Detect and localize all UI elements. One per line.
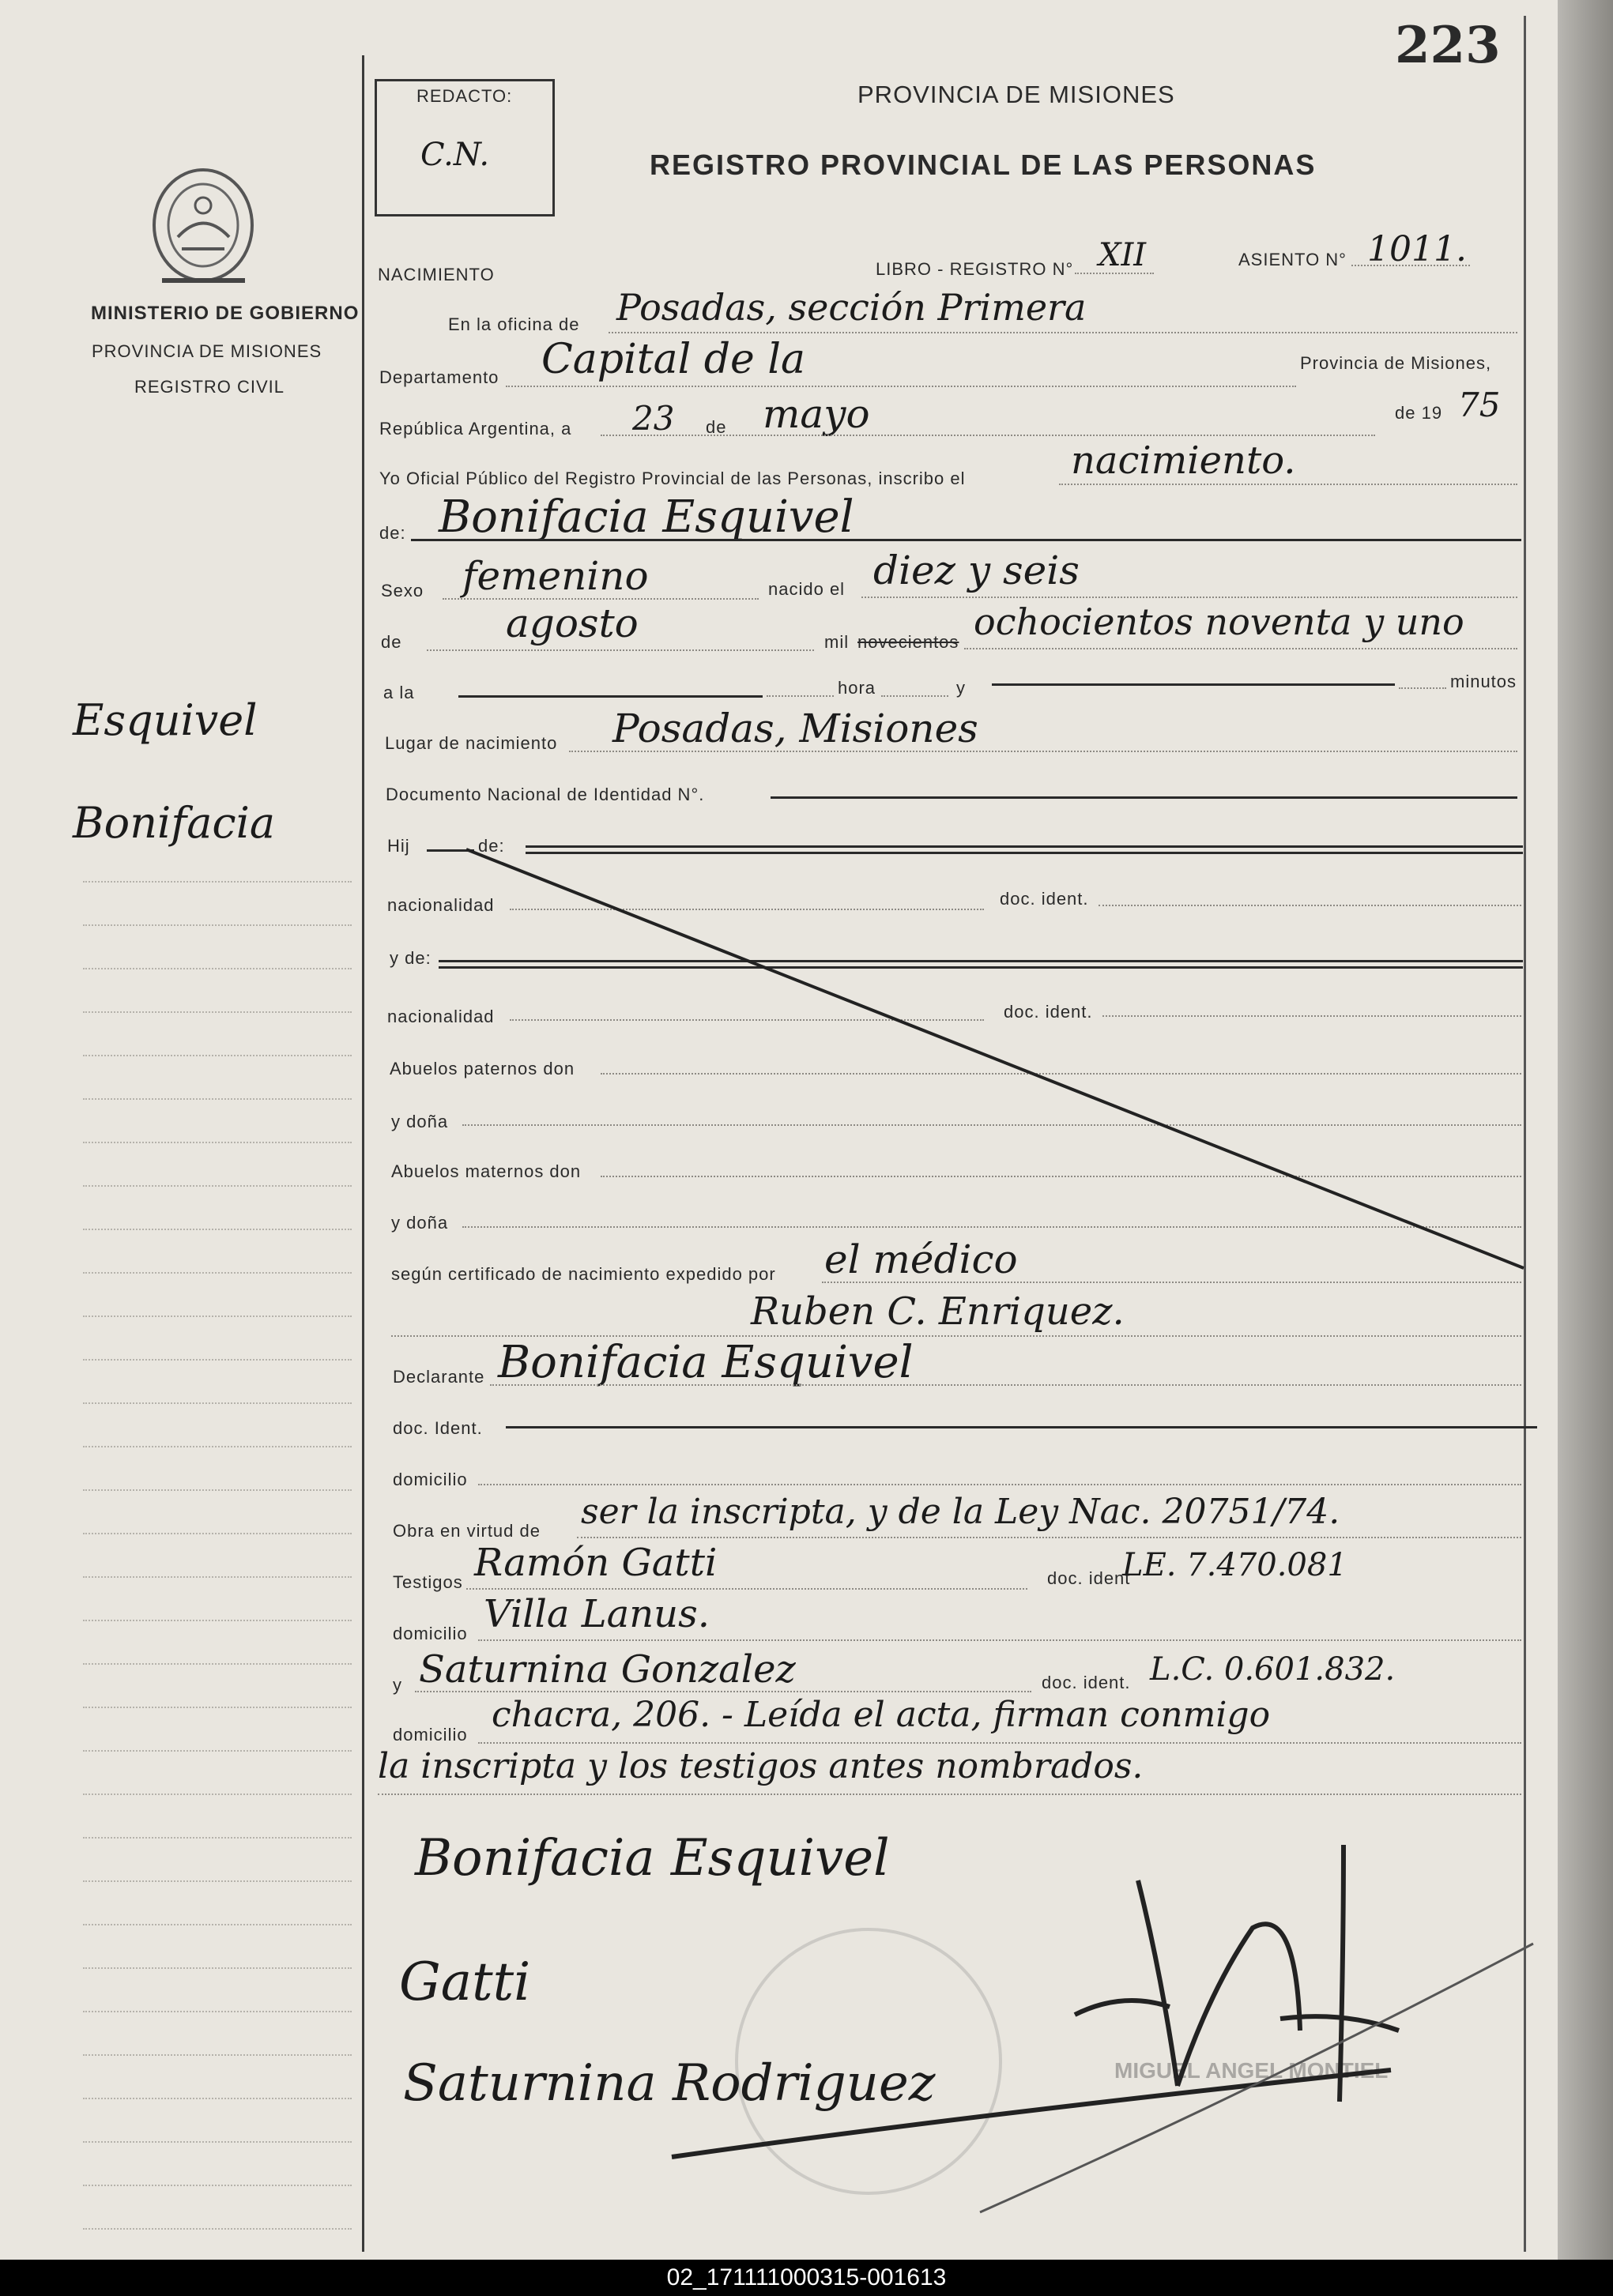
cancel-diagonal	[466, 849, 1524, 1268]
registry-title: REGISTRO PROVINCIAL DE LAS PERSONAS	[650, 149, 1317, 181]
nacido-value: diez y seis	[873, 548, 1080, 593]
ydona1-label: y doña	[391, 1112, 449, 1131]
de-label: de	[706, 417, 727, 437]
domicilio3-label: domicilio	[393, 1725, 468, 1745]
persona-value: Bonifacia Esquivel	[439, 491, 854, 543]
testigo2-doc: L.C. 0.601.832.	[1150, 1651, 1396, 1688]
obra-label: Obra en virtud de	[393, 1521, 541, 1541]
declarante-value: Bonifacia Esquivel	[498, 1337, 914, 1388]
domicilio2-value: Villa Lanus.	[484, 1592, 710, 1636]
cierre-value: la inscripta y los testigos antes nombrados.	[378, 1746, 1144, 1786]
ala-label: a la	[383, 683, 415, 702]
act-type: NACIMIENTO	[378, 265, 495, 284]
departamento-value: Capital de la	[541, 336, 805, 383]
minutos-label: minutos	[1450, 672, 1517, 691]
de-persona-label: de:	[379, 523, 406, 543]
abuelos-maternos-label: Abuelos maternos don	[391, 1161, 582, 1181]
domicilio1-label: domicilio	[393, 1470, 468, 1489]
testigo1-value: Ramón Gatti	[474, 1541, 718, 1585]
de3-label: de:	[478, 836, 505, 856]
domicilio2-label: domicilio	[393, 1624, 468, 1643]
signature-1: Bonifacia Esquivel	[415, 1829, 890, 1888]
mil-label: mil	[824, 632, 850, 652]
docident1-label: doc. ident.	[1000, 889, 1089, 909]
anio-value: 75	[1458, 386, 1501, 424]
libro-value: XII	[1099, 237, 1147, 273]
oficina-label: En la oficina de	[448, 314, 580, 334]
yde-label: y de:	[390, 948, 432, 968]
certificado-value: el médico	[824, 1236, 1018, 1282]
docident3-label: doc. Ident.	[393, 1418, 483, 1438]
anio-label: de 19	[1395, 403, 1443, 423]
oficina-value: Posadas, sección Primera	[616, 286, 1087, 329]
mes-value: mayo	[763, 391, 870, 437]
de2-label: de	[381, 632, 402, 652]
signature-3: Saturnina Rodriguez	[403, 2054, 936, 2113]
docident5-label: doc. ident.	[1042, 1673, 1131, 1692]
mes-nac-value: agosto	[506, 600, 639, 646]
declarante-label: Declarante	[393, 1367, 485, 1387]
nacido-label: nacido el	[768, 579, 846, 599]
departamento-label: Departamento	[379, 367, 499, 387]
inscribo-value: nacimiento.	[1071, 438, 1296, 483]
docident2-label: doc. ident.	[1004, 1002, 1093, 1022]
dni-label: Documento Nacional de Identidad N°.	[386, 785, 705, 804]
margin-given-name: Bonifacia	[73, 798, 276, 848]
asiento-label: ASIENTO N°	[1238, 250, 1347, 269]
docident4-label: doc. ident	[1047, 1568, 1131, 1588]
anio-nac-value: ochocientos noventa y uno	[974, 600, 1464, 643]
provincia-suffix: Provincia de Misiones,	[1300, 353, 1492, 373]
nacionalidad1-label: nacionalidad	[387, 895, 495, 915]
ydona2-label: y doña	[391, 1213, 449, 1233]
official-signature	[672, 1845, 1399, 2157]
certificado-value-2: Ruben C. Enriquez.	[751, 1289, 1125, 1334]
redacto-label: REDACTO:	[416, 86, 513, 106]
province-title: PROVINCIA DE MISIONES	[857, 81, 1175, 108]
certificado-label: según certificado de nacimiento expedido por	[391, 1264, 776, 1284]
obra-value: ser la inscripta, y de la Ley Nac. 20751/74.	[581, 1492, 1340, 1532]
hora-label: hora	[838, 678, 876, 698]
y2-label: y	[393, 1675, 402, 1695]
testigo1-doc: LE. 7.470.081	[1122, 1547, 1347, 1583]
hij-label: Hij	[387, 836, 410, 856]
abuelos-paternos-label: Abuelos paternos don	[390, 1059, 575, 1078]
redacto-value: C.N.	[420, 137, 490, 173]
trailing-stroke	[980, 1944, 1533, 2212]
official-stamp-text: MIGUEL ANGEL MONTIEL	[1114, 2058, 1389, 2083]
dia-value: 23	[632, 399, 675, 438]
domicilio3-value: chacra, 206. - Leída el acta, firman conmigo	[492, 1695, 1271, 1735]
sexo-value: femenino	[462, 553, 649, 599]
asiento-value: 1011.	[1367, 229, 1467, 269]
nacionalidad2-label: nacionalidad	[387, 1007, 495, 1026]
novecientos-label: novecientos	[857, 632, 959, 652]
margin-surname: Esquivel	[73, 695, 258, 745]
testigos-label: Testigos	[393, 1572, 463, 1592]
lugar-value: Posadas, Misiones	[612, 706, 978, 751]
civil-registry-label: REGISTRO CIVIL	[134, 377, 285, 397]
testigo2-value: Saturnina Gonzalez	[419, 1647, 796, 1692]
y-label: y	[956, 678, 966, 698]
sexo-label: Sexo	[381, 581, 424, 600]
lugar-label: Lugar de nacimiento	[385, 733, 558, 753]
libro-label: LIBRO - REGISTRO N°	[876, 259, 1074, 279]
signature-2: Gatti	[399, 1952, 531, 2012]
image-id-footer: 02_171111000315-001613	[0, 2260, 1613, 2296]
oficial-label: Yo Oficial Público del Registro Provincial de las Personas, inscribo el	[379, 469, 966, 488]
republica-label: República Argentina, a	[379, 419, 572, 438]
left-province-label: PROVINCIA DE MISIONES	[92, 341, 322, 361]
page-number: 223	[1395, 16, 1501, 75]
ministry-label: MINISTERIO DE GOBIERNO	[91, 303, 360, 324]
